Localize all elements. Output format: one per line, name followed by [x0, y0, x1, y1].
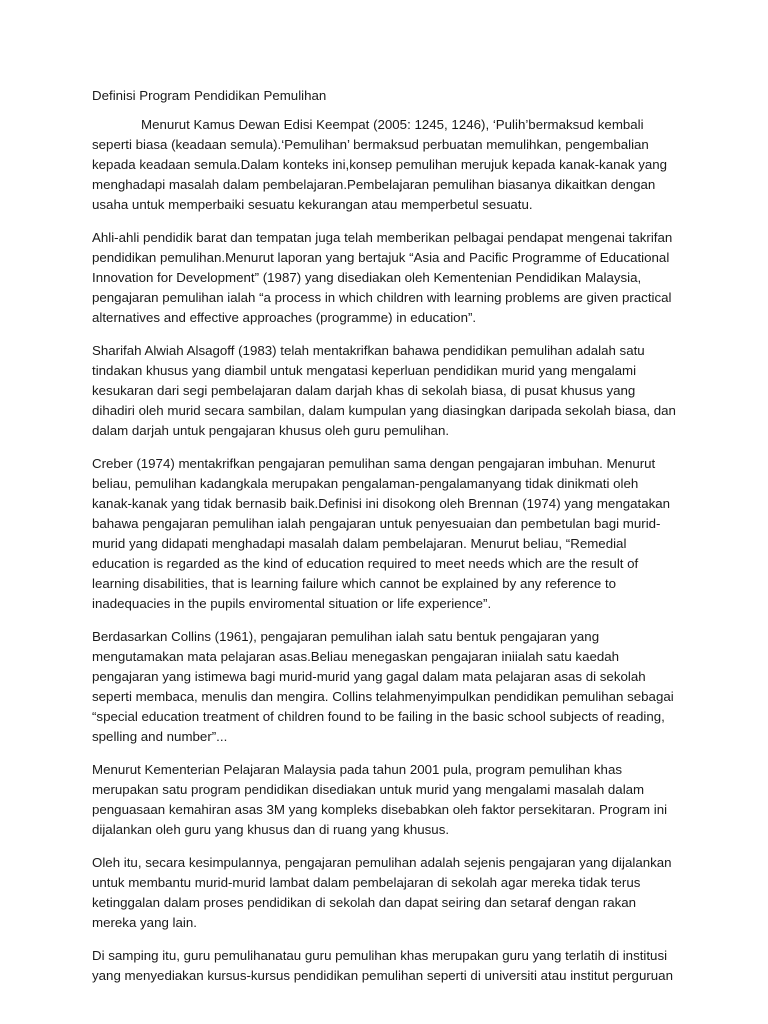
- paragraph-creber: Creber (1974) mentakrifkan pengajaran pemulihan sama dengan pengajaran imbuhan. Menurut beliau, pemulihan kadangkala merupakan pengalaman-pengalamanyang tidak dinikmati oleh kanak-kanak yang tidak bernasib baik.Definisi ini disokong oleh Brennan (1974) yang mengatakan bahawa pengajaran pemulihan ialah pengajaran untuk penyesuaian dan pembetulan bagi murid-murid yang didapati menghadapi masalah dalam pembelajaran. Menurut beliau, “Remedial education is regarded as the kind of education required to meet needs which are the result of learning disabilities, that is learning failure which cannot be explained by any reference to inadequacies in the pupils enviromental situation or life experience”.: [92, 456, 671, 611]
- paragraph-ahli-pendidik: Ahli-ahli pendidik barat dan tempatan juga telah memberikan pelbagai pendapat mengenai takrifan pendidikan pemulihan.Menurut laporan yang bertajuk “Asia and Pacific Programme of Educational Innovation for Development” (1987) yang disediakan oleh Kementenian Pendidikan Malaysia, pengajaran pemulihan ialah “a process in which children with learning problems are given practical alternatives and effective approaches (programme) in education”.: [92, 230, 673, 325]
- paragraph-kesimpulan: Oleh itu, secara kesimpulannya, pengajaran pemulihan adalah sejenis pengajaran yang dijalankan untuk membantu murid-murid lambat dalam pembelajaran di sekolah agar mereka tidak terus ketinggalan dalam proses pendidikan di sekolah dan dapat seiring dan setaraf dengan rakan mereka yang lain.: [92, 855, 672, 930]
- paragraph-kamus-dewan: Menurut Kamus Dewan Edisi Keempat (2005: 1245, 1246), ‘Pulih’bermaksud kembali seperti biasa (keadaan semula).‘Pemulihan’ bermaksud perbuatan memulihkan, pengembalian kepada keadaan semula.Dalam konteks ini,konsep pemulihan merujuk kepada kanak-kanak yang menghadapi masalah dalam pembelajaran.Pembelajaran pemulihan biasanya dikaitkan dengan usaha untuk memperbaiki sesuatu kekurangan atau memperbetul sesuatu.: [92, 117, 668, 212]
- paragraph-sharifah-alwiah: Sharifah Alwiah Alsagoff (1983) telah mentakrifkan bahawa pendidikan pemulihan adalah satu tindakan khusus yang diambil untuk mengatasi keperluan pendidikan murid yang mengalami kesukaran dari segi pembelajaran dalam darjah khas di sekolah biasa, di pusat khusus yang dihadiri oleh murid secara sambilan, dalam kumpulan yang diasingkan daripada sekolah biasa, dan dalam darjah untuk pengajaran khusus oleh guru pemulihan.: [92, 343, 676, 438]
- paragraph-collins: Berdasarkan Collins (1961), pengajaran pemulihan ialah satu bentuk pengajaran yang mengutamakan mata pelajaran asas.Beliau menegaskan pengajaran iniialah satu kaedah pengajaran yang istimewa bagi murid-murid yang gagal dalam mata pelajaran asas di sekolah seperti membaca, menulis dan mengira. Collins telahmenyimpulkan pendidikan pemulihan sebagai “special education treatment of children found to be failing in the basic school subjects of reading, spelling and number”...: [92, 629, 674, 744]
- paragraph-guru-pemulihan: Di samping itu, guru pemulihanatau guru pemulihan khas merupakan guru yang terlatih di institusi yang menyediakan kursus-kursus pendidikan pemulihan seperti di universiti atau institut perguruan: [92, 948, 673, 983]
- document-body: [92, 86, 677, 999]
- document-title: Definisi Program Pendidikan Pemulihan: [92, 88, 327, 103]
- paragraph-kementerian: Menurut Kementerian Pelajaran Malaysia pada tahun 2001 pula, program pemulihan khas merupakan satu program pendidikan disediakan untuk murid yang mengalami masalah dalam penguasaan kemahiran asas 3M yang kompleks disebabkan oleh faktor persekitaran. Program ini dijalankan oleh guru yang khusus dan di ruang yang khusus.: [92, 762, 668, 837]
